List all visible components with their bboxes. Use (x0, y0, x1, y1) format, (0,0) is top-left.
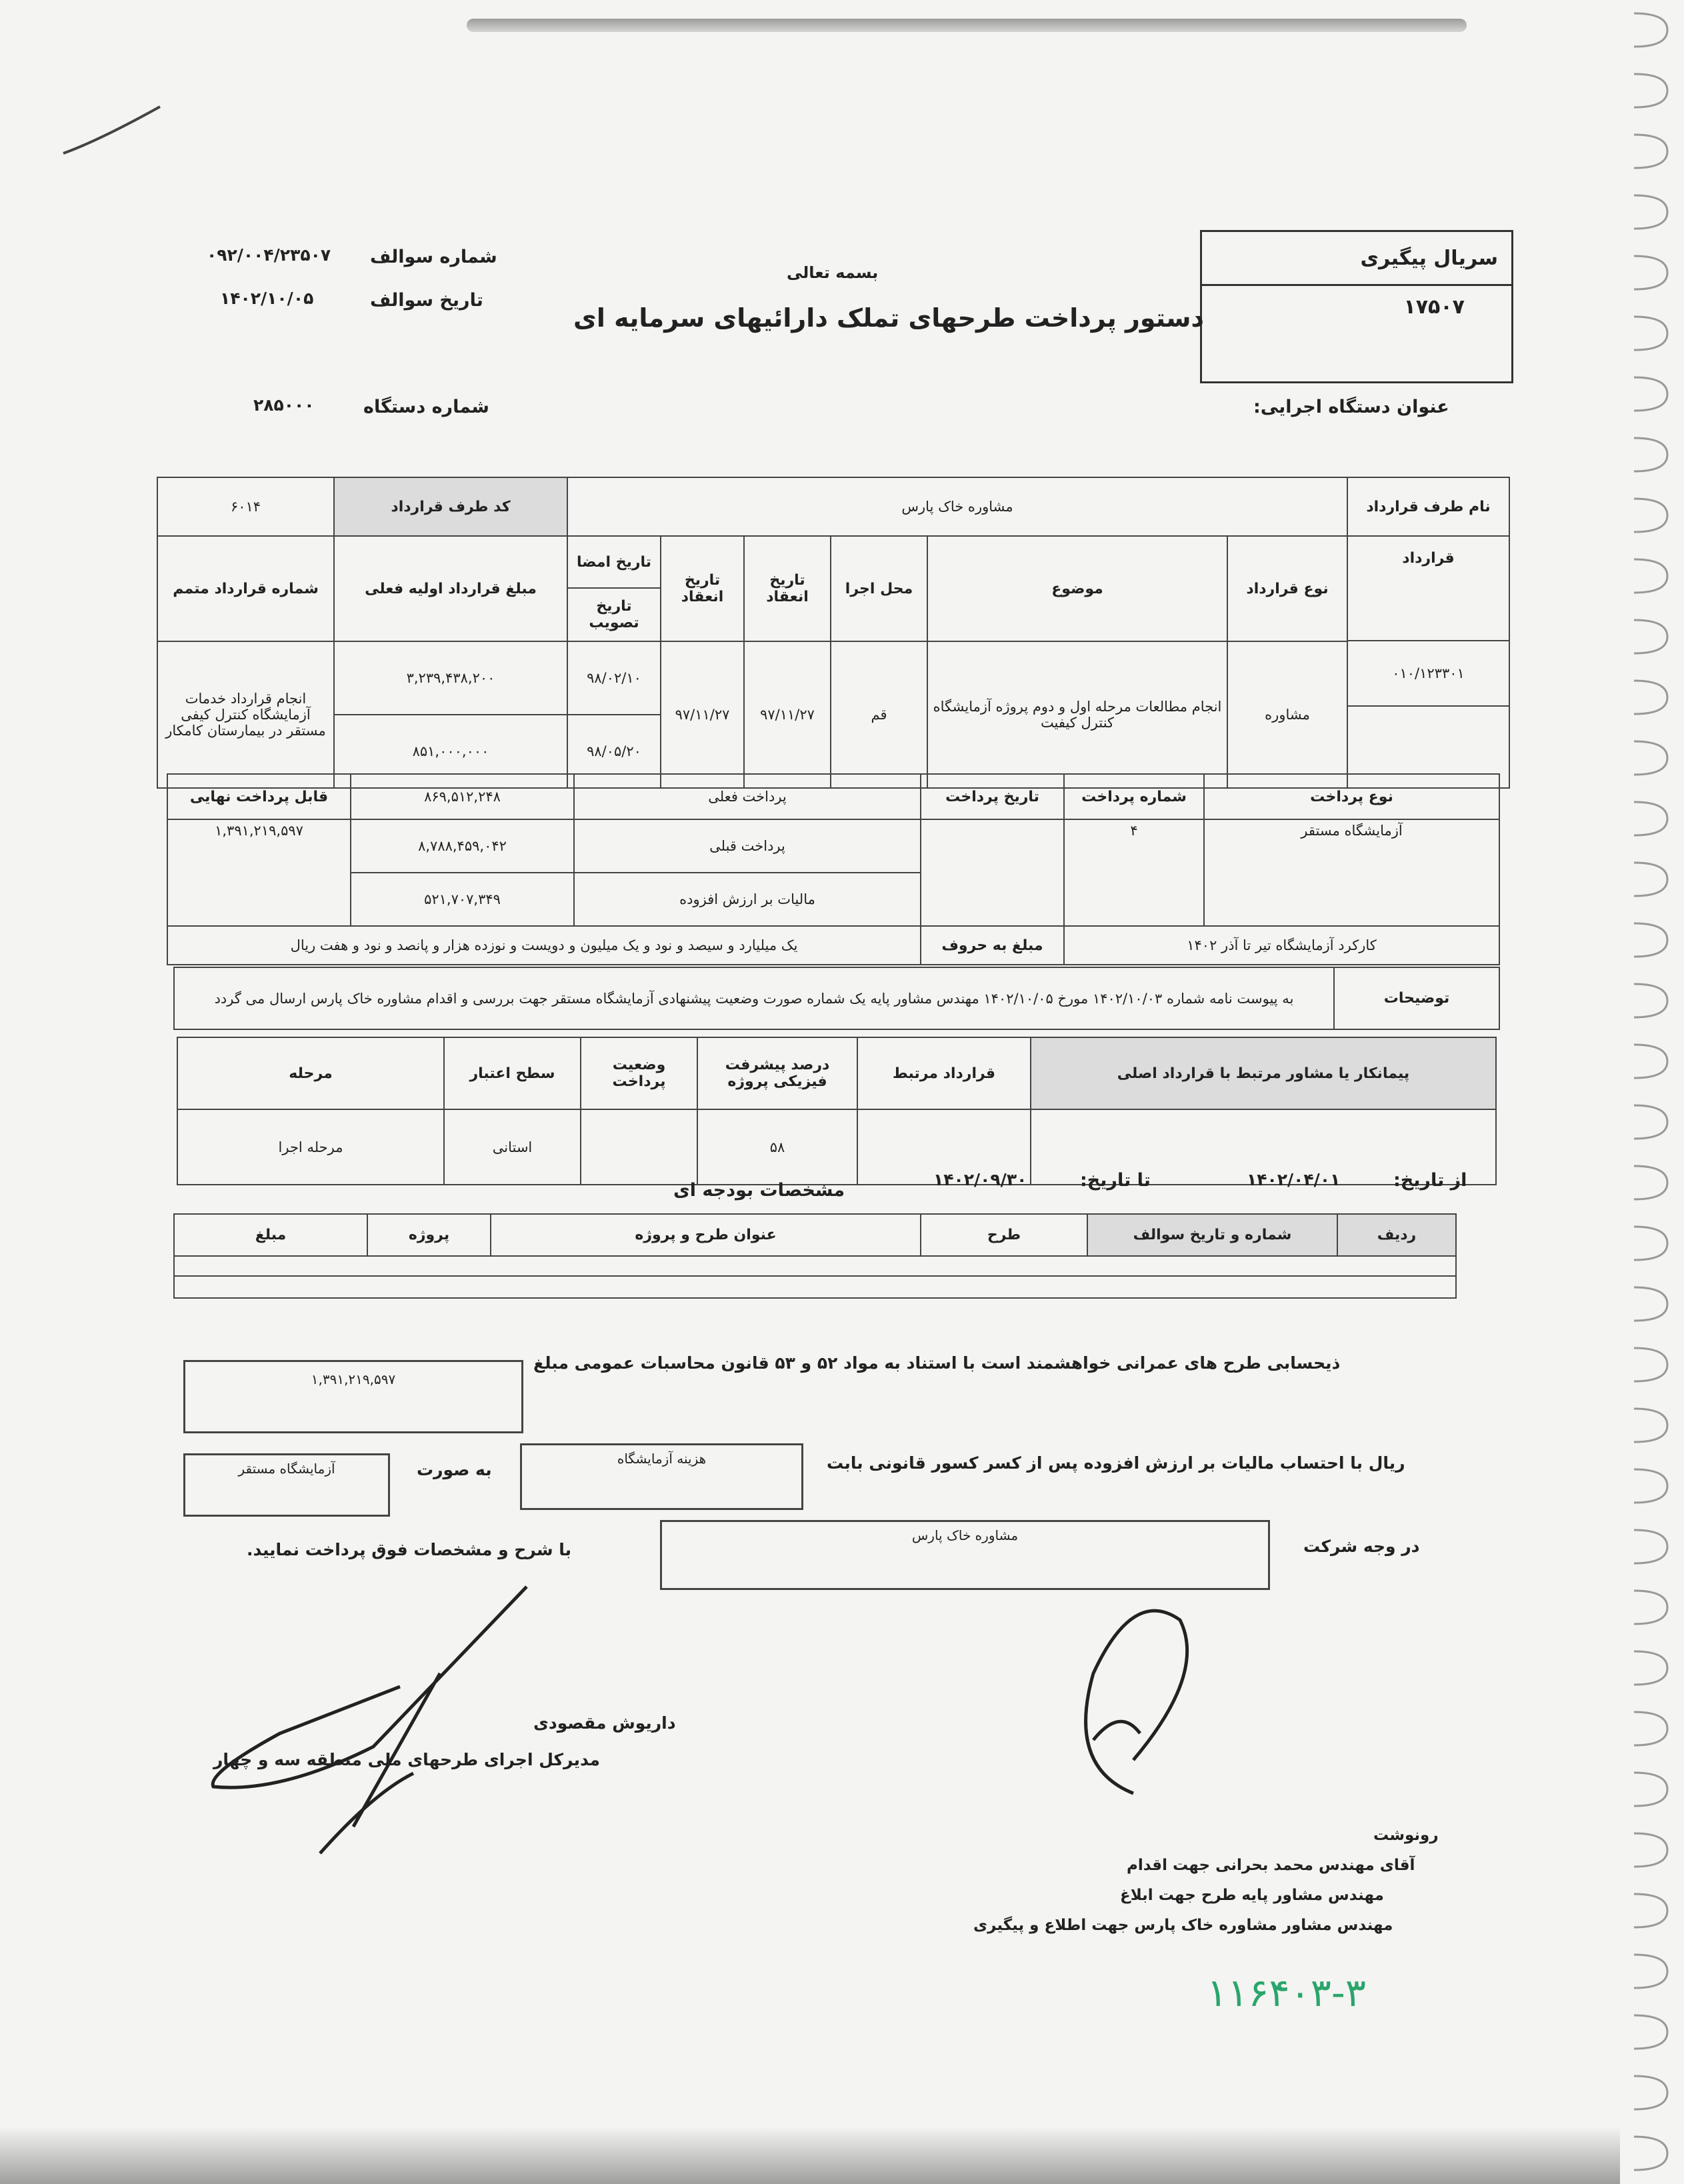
payment-row-value-1: ۸,۷۸۸,۴۵۹,۰۴۲ (350, 819, 575, 873)
binding-ring (1634, 74, 1667, 107)
as-box: آزمایشگاه مستقر (183, 1453, 390, 1517)
contract-amount-2: ۸۵۱,۰۰۰,۰۰۰ (333, 714, 568, 789)
body-line-3-end: با شرح و مشخصات فوق پرداخت نمایید. (247, 1540, 572, 1559)
contract-no: ۰۱۰/۱۲۳۳۰۱ (1347, 640, 1510, 707)
binding-ring (1634, 620, 1667, 653)
contract-label: قرارداد (1347, 535, 1510, 789)
amount-box: ۱,۳۹۱,۲۱۹,۵۹۷ (183, 1360, 523, 1433)
payment-date-value (920, 819, 1065, 927)
doc-number-label: شماره سوالف (370, 247, 497, 267)
party-name-label: نام طرف قرارداد (1347, 477, 1510, 537)
body-line-3: در وجه شرکت (1303, 1537, 1420, 1556)
budget-table (173, 1213, 1457, 1300)
col-place: محل اجرا (830, 535, 928, 642)
binding-ring (1634, 1105, 1667, 1139)
binding-ring (1634, 195, 1667, 229)
binding-ring (1634, 1348, 1667, 1381)
payment-type-label: نوع پرداخت (1203, 773, 1500, 820)
signature-drawing-left (200, 1573, 573, 1867)
binding-ring (1634, 1712, 1667, 1745)
agency-title-label: عنوان دستگاه اجرایی: (1253, 397, 1449, 417)
doc-date-value: ۱۴۰۲/۱۰/۰۵ (220, 289, 314, 308)
binding-ring (1634, 863, 1667, 896)
scan-bottom-shadow (0, 2127, 1620, 2184)
binding-ring (1634, 1469, 1667, 1503)
binding-ring (1634, 741, 1667, 775)
purpose-box: هزینه آزمایشگاه (520, 1443, 803, 1510)
binding-ring (1634, 559, 1667, 593)
body-line-2: ریال با احتساب مالیات بر ارزش افزوده پس از کسر کسور قانونی بابت (827, 1453, 1405, 1473)
doc-date-label: تاریخ سوالف (370, 290, 483, 311)
col-sign-date-2: تاریخ امضا (567, 535, 661, 589)
handwritten-number: ۱۱۶۴۰۳-۳ (1207, 1970, 1366, 2015)
binding-rings (1621, 0, 1684, 2184)
binding-ring (1634, 1409, 1667, 1442)
contract-subject: انجام مطالعات مرحله اول و دوم پروژه آزمایشگاه کنترل کیفیت (927, 641, 1228, 789)
contract-start: ۹۷/۱۱/۲۷ (743, 641, 831, 789)
contract-amount: ۳,۲۳۹,۴۳۸,۲۰۰ (333, 641, 568, 715)
tracking-label: سریال پیگیری (1360, 247, 1498, 270)
budget-row-1 (173, 1255, 1457, 1277)
payment-number-value: ۴ (1063, 819, 1205, 927)
signer-title: مدیرکل اجرای طرحهای ملی منطقه سه و چهار (213, 1750, 600, 1769)
company-box: مشاوره خاک پارس (660, 1520, 1270, 1590)
budget-col-0: ردیف (1337, 1213, 1457, 1257)
cc-line-1: مهندس مشاور پایه طرح جهت ابلاغ (1120, 1887, 1384, 1904)
cc-label: رونوشت (1373, 1827, 1439, 1844)
binding-ring (1634, 256, 1667, 289)
binding-ring (1634, 1894, 1667, 1927)
binding-ring (1634, 681, 1667, 714)
contractor-col-1: قرارداد مرتبط (857, 1037, 1031, 1110)
contract-start-2: ۹۷/۱۱/۲۷ (660, 641, 745, 789)
binding-ring (1634, 377, 1667, 411)
contractor-val-4: استانی (443, 1109, 581, 1185)
body-line-1: ذیحسابی طرح های عمرانی خواهشمند است با استناد به مواد ۵۲ و ۵۳ قانون محاسبات عمومی مبلغ (533, 1353, 1341, 1373)
amount-words-label: مبلغ به حروف (920, 925, 1065, 965)
binding-ring (1634, 317, 1667, 350)
budget-col-3: عنوان طرح و پروژه (490, 1213, 921, 1257)
to-label: تا تاریخ: (1080, 1170, 1151, 1191)
binding-ring (1634, 1955, 1667, 1988)
cc-line-2: مهندس مشاور مشاوره خاک پارس جهت اطلاع و پیگیری (973, 1917, 1393, 1934)
payment-type-value: آزمایشگاه مستقر (1203, 819, 1500, 927)
contract-sign-2: ۹۸/۰۵/۲۰ (567, 714, 661, 789)
from-value: ۱۴۰۲/۰۴/۰۱ (1247, 1170, 1341, 1189)
binding-ring (1634, 1530, 1667, 1563)
contractor-table (177, 1037, 1497, 1187)
agency-number-value: ۲۸۵۰۰۰ (253, 395, 315, 415)
cc-line-0: آقای مهندس محمد بحرانی جهت اقدام (1127, 1857, 1415, 1874)
col-sign-date: تاریخ انعقاد (660, 535, 745, 642)
binding-ring (1634, 499, 1667, 532)
as-label: به صورت (417, 1460, 492, 1479)
binding-ring (1634, 1651, 1667, 1685)
tracking-value: ۱۷۵۰۷ (1403, 295, 1465, 319)
payment-date-label: تاریخ پرداخت (920, 773, 1065, 820)
from-label: از تاریخ: (1393, 1170, 1467, 1191)
binding-ring (1634, 2137, 1667, 2170)
payment-row-label-2: مالیات بر ارزش افزوده (573, 872, 921, 927)
contractor-val-5: مرحله اجرا (177, 1109, 445, 1185)
signer-name: داریوش مقصودی (533, 1713, 676, 1733)
binding-ring (1634, 2015, 1667, 2049)
binding-ring (1634, 2076, 1667, 2109)
contractor-col-5: مرحله (177, 1037, 445, 1110)
contract-table (157, 477, 1510, 790)
contractor-col-4: سطح اعتبار (443, 1037, 581, 1110)
notes-row (173, 967, 1500, 1030)
period-text: کارکرد آزمایشگاه تیر تا آذر ۱۴۰۲ (1063, 925, 1500, 965)
payment-table (167, 773, 1500, 973)
binding-ring (1634, 13, 1667, 47)
col-approve-date: تاریخ تصویب (567, 587, 661, 642)
contract-type: مشاوره (1227, 641, 1348, 789)
budget-col-5: مبلغ (173, 1213, 368, 1257)
budget-col-2: طرح (920, 1213, 1088, 1257)
col-subject: موضوع (927, 535, 1228, 642)
col-type: نوع قرارداد (1227, 535, 1348, 642)
binding-ring (1634, 135, 1667, 168)
notes-text: به پیوست نامه شماره ۱۴۰۲/۱۰/۰۳ مورخ ۱۴۰۲/۱۰/۰۵ مهندس مشاور پایه یک شماره صورت وضعیت پیشنهادی آزمایشگاه مستقر جهت بررسی و اقدام مشاوره خاک پارس ارسال می گردد (173, 967, 1335, 1030)
doc-number-value: ۰۹۲/۰۰۴/۲۳۵۰۷ (207, 245, 331, 265)
final-label: قابل پرداخت نهایی (167, 773, 351, 820)
binding-ring (1634, 1773, 1667, 1806)
binding-ring (1634, 1833, 1667, 1867)
binding-ring (1634, 1166, 1667, 1199)
pen-mark-icon (60, 100, 167, 160)
contractor-val-3 (580, 1109, 698, 1185)
agency-number-label: شماره دستگاه (363, 397, 489, 417)
col-related: شماره قرارداد متمم (157, 535, 335, 642)
budget-col-4: پروژه (367, 1213, 491, 1257)
notes-label: توضیحات (1333, 967, 1500, 1030)
page-title: دستور پرداخت طرحهای تملک دارائیهای سرمایه ای (573, 303, 1205, 333)
binding-ring (1634, 1287, 1667, 1321)
party-name-value: مشاوره خاک پارس (567, 477, 1348, 537)
binding-ring (1634, 802, 1667, 835)
binding-ring (1634, 1591, 1667, 1624)
budget-title: مشخصات بودجه ای (673, 1180, 845, 1201)
col-start-date: تاریخ انعقاد (743, 535, 831, 642)
amount-words: یک میلیارد و سیصد و نود و یک میلیون و دویست و نوزده هزار و پانصد و نود و هفت ریال (167, 925, 921, 965)
final-value: ۱,۳۹۱,۲۱۹,۵۹۷ (167, 819, 351, 927)
contract-related: انجام قرارداد خدمات آزمایشگاه کنترل کیفی مستقر در بیمارستان کامکار (157, 641, 335, 789)
contract-sign: ۹۸/۰۲/۱۰ (567, 641, 661, 715)
budget-row-2 (173, 1275, 1457, 1299)
party-code-label: کد طرف قرارداد (333, 477, 568, 537)
payment-row-label-1: پرداخت قبلی (573, 819, 921, 873)
bismillah: بسمه تعالی (787, 263, 879, 282)
contractor-col-3: وضعیت پرداخت (580, 1037, 698, 1110)
party-code-value: ۶۰۱۴ (157, 477, 335, 537)
payment-row-label-0: پرداخت فعلی (573, 773, 921, 820)
tracking-box (1200, 230, 1513, 383)
payment-row-value-0: ۸۶۹,۵۱۲,۲۴۸ (350, 773, 575, 820)
binding-ring (1634, 438, 1667, 471)
scan-top-edge (467, 19, 1467, 32)
contract-place: قم (830, 641, 928, 789)
budget-col-1: شماره و تاریخ سوالف (1087, 1213, 1338, 1257)
binding-ring (1634, 984, 1667, 1017)
contractor-col-0: پیمانکار یا مشاور مرتبط با قرارداد اصلی (1030, 1037, 1497, 1110)
col-amount: مبلغ قرارداد اولیه فعلی (333, 535, 568, 642)
to-value: ۱۴۰۲/۰۹/۳۰ (933, 1170, 1027, 1189)
signature-drawing-right (1053, 1593, 1213, 1820)
payment-row-value-2: ۵۲۱,۷۰۷,۳۴۹ (350, 872, 575, 927)
binding-ring (1634, 1045, 1667, 1078)
binding-ring (1634, 923, 1667, 957)
contractor-val-2: ۵۸ (697, 1109, 858, 1185)
payment-number-label: شماره پرداخت (1063, 773, 1205, 820)
binding-ring (1634, 1227, 1667, 1260)
contractor-col-2: درصد پیشرفت فیزیکی پروژه (697, 1037, 858, 1110)
